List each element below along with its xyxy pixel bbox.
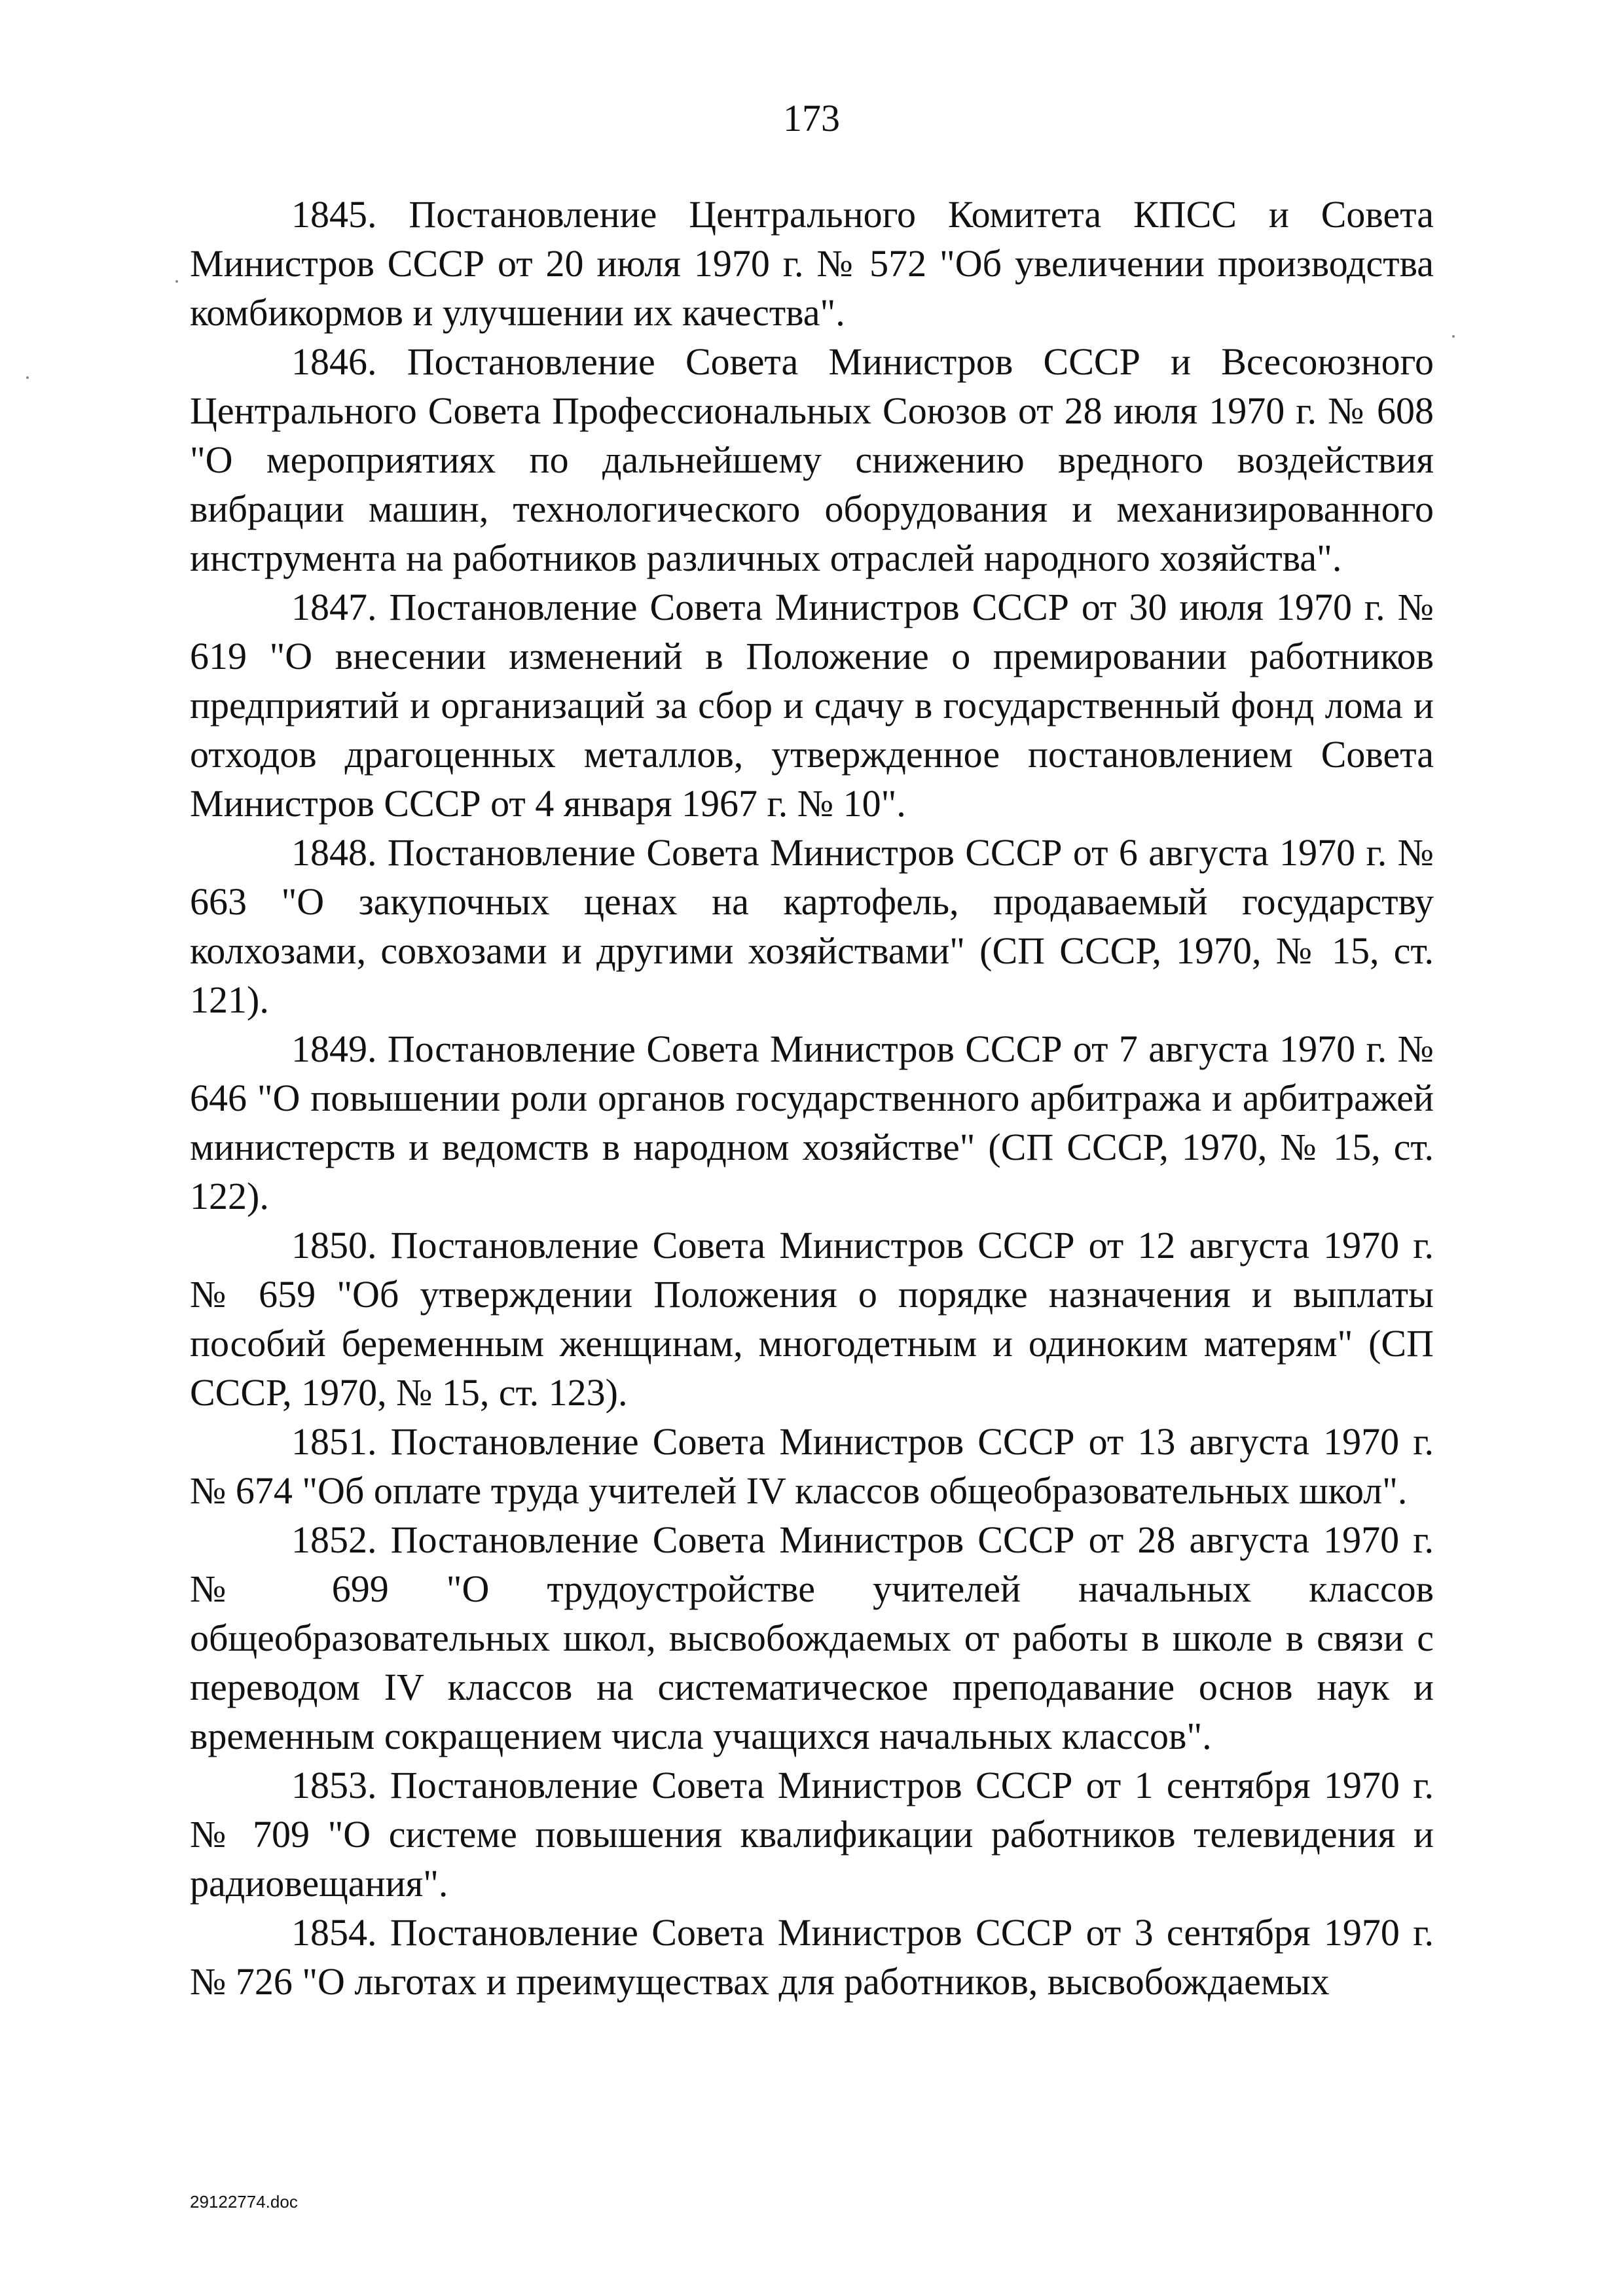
entry-1850: 1850. Постановление Совета Министров СССР от 12 августа 1970 г. № 659 "Об утверждении Положения о порядке назначения и выплаты пособий беременным женщинам, многодетным и одиноким матерям" (СП СССР, 1970, № 15, ст. 123). [190,1224,1434,1414]
scan-speck [1452,335,1455,338]
entry-1854: 1854. Постановление Совета Министров СССР от 3 сентября 1970 г. № 726 "О льготах и преимуществах для работников, высвобождаемых [190,1911,1434,2003]
scan-speck [175,280,178,283]
entry-1852: 1852. Постановление Совета Министров СССР от 28 августа 1970 г. № 699 "О трудоустройстве учителей начальных классов общеобразовательных школ, высвобождаемых от работы в школе в связи с переводом IV классов на систематическое преподавание основ наук и временным сокращением числа учащихся начальных классов". [190,1518,1434,1757]
entry-1849: 1849. Постановление Совета Министров СССР от 7 августа 1970 г. № 646 "О повышении роли органов государственного арбитража и арбитражей министерств и ведомств в народном хозяйстве" (СП СССР, 1970, № 15, ст. 122). [190,1028,1434,1217]
entry-1853: 1853. Постановление Совета Министров СССР от 1 сентября 1970 г. № 709 "О системе повышения квалификации работников телевидения и радиовещания". [190,1764,1434,1905]
document-body [190,190,1434,2006]
entry-1851: 1851. Постановление Совета Министров СССР от 13 августа 1970 г. № 674 "Об оплате труда учителей IV классов общеобразовательных школ". [190,1420,1434,1512]
footer-filename: 29122774.doc [190,2192,298,2212]
entry-1846: 1846. Постановление Совета Министров СССР и Всесоюзного Центрального Совета Профессиональных Союзов от 28 июля 1970 г. № 608 "О мероприятиях по дальнейшему снижению вредного воздействия вибрации машин, технологического оборудования и механизированного инструмента на работников различных отраслей народного хозяйства". [190,340,1434,579]
scan-speck [26,376,29,379]
entry-1845: 1845. Постановление Центрального Комитета КПСС и Совета Министров СССР от 20 июля 1970 г. № 572 "Об увеличении производства комбикормов и улучшении их качества". [190,193,1434,334]
page-number: 173 [783,97,840,139]
entry-1847: 1847. Постановление Совета Министров СССР от 30 июля 1970 г. № 619 "О внесении изменений в Положение о премировании работников предприятий и организаций за сбор и сдачу в государственный фонд лома и отходов драгоценных металлов, утвержденное постановлением Совета Министров СССР от 4 января 1967 г. № 10". [190,586,1434,825]
entry-1848: 1848. Постановление Совета Министров СССР от 6 августа 1970 г. № 663 "О закупочных ценах на картофель, продаваемый государству колхозами, совхозами и другими хозяйствами" (СП СССР, 1970, № 15, ст. 121). [190,831,1434,1021]
